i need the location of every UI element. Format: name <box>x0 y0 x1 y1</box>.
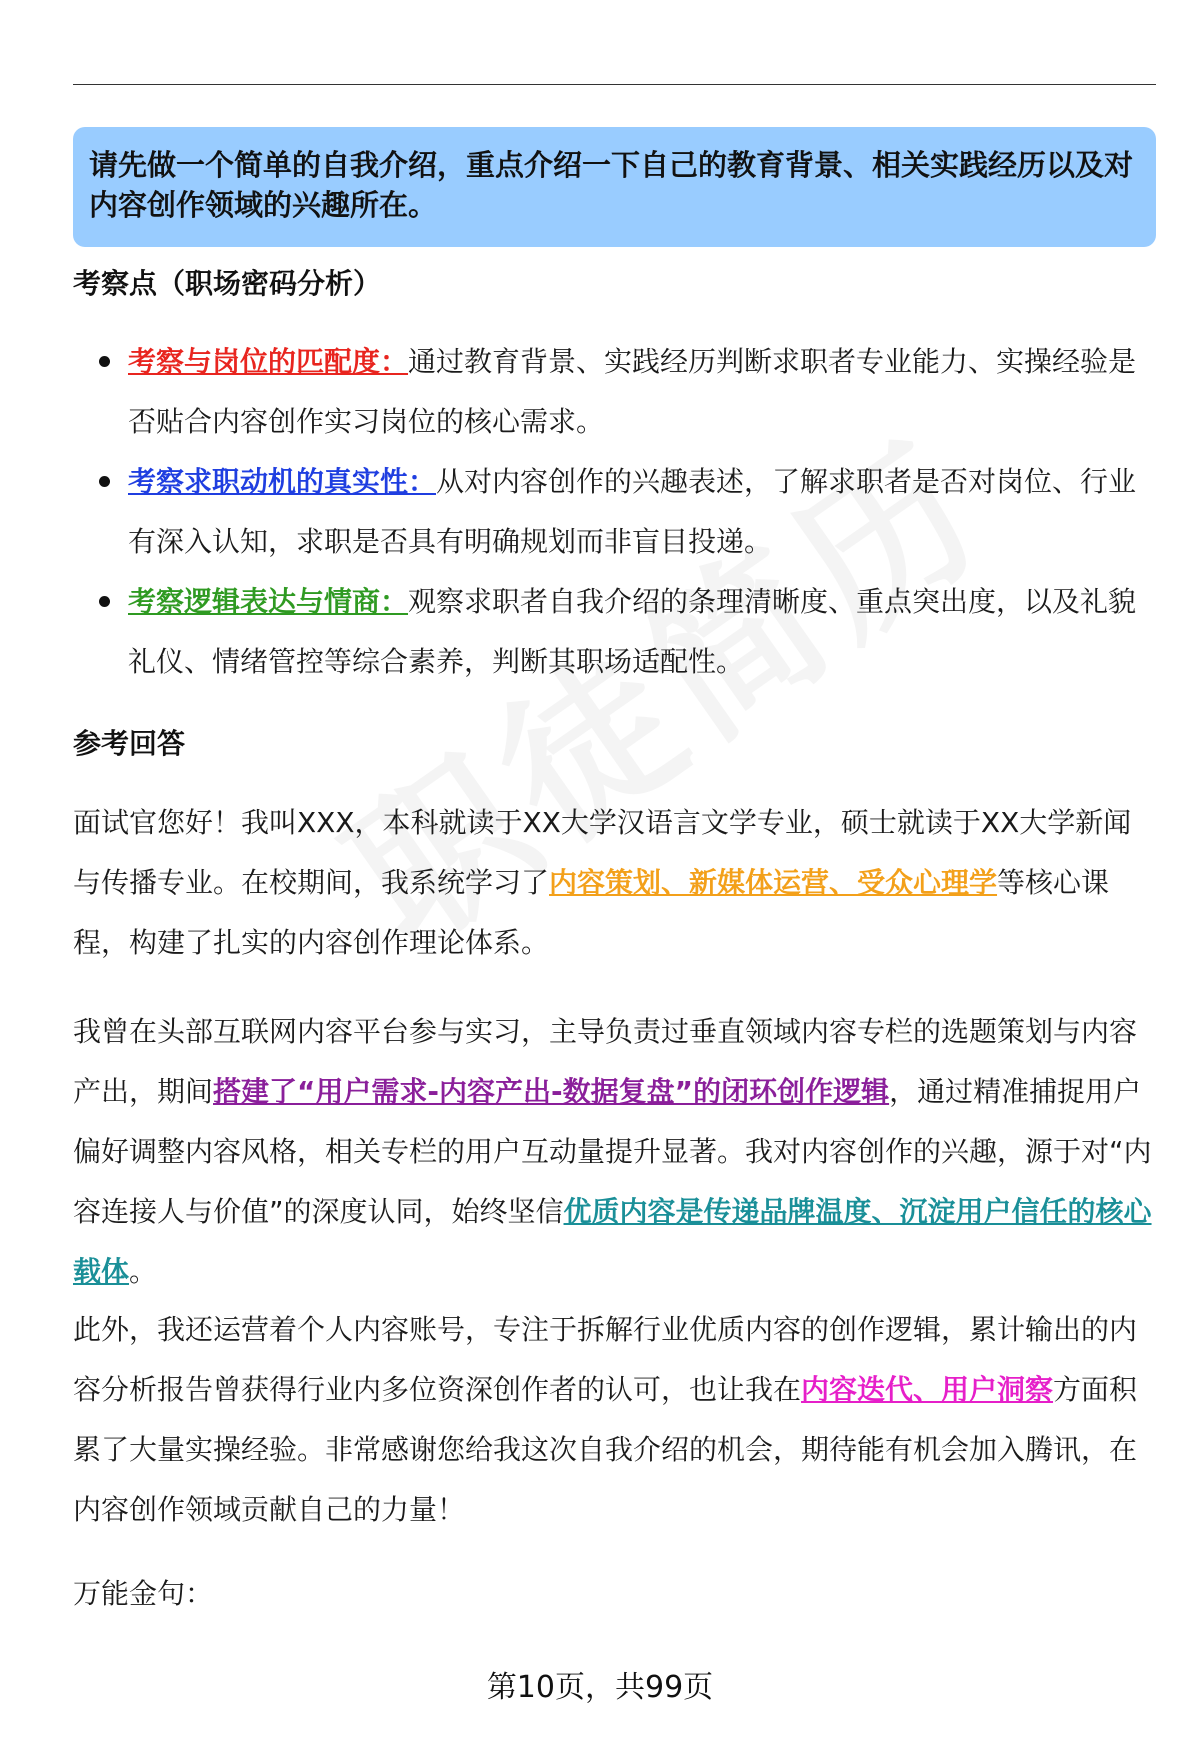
bullet-dot-icon <box>99 476 110 487</box>
point-keyword: 考察与岗位的匹配度： <box>128 345 409 378</box>
list-item <box>73 332 1156 452</box>
paragraph-text: 我曾在头部互联网内容平台参与实习，主导负责过垂直领域内容专栏的选题策划与内容产出，期间 <box>73 1015 1138 1108</box>
highlight-text: 内容迭代、用户洞察 <box>801 1373 1054 1406</box>
highlight-text: 优质内容是传递品牌温度、沉淀用户信任的核心载体 <box>73 1195 1152 1288</box>
highlight-text: 内容策划、新媒体运营、受众心理学 <box>549 866 998 899</box>
paragraph-text: 面试官您好！我叫XXX，本科就读于XX大学汉语言文学专业，硕士就读于XX大学新闻与传播专业。在校期间，我系统学习了 <box>73 806 1132 899</box>
answer-paragraph-3 <box>73 1300 1156 1540</box>
point-text: 观察求职者自我介绍的条理清晰度、重点突出度，以及礼貌礼仪、情绪管控等综合素养，判断其职场适配性。 <box>128 585 1137 678</box>
page-number: 第10页，共99页 <box>486 1670 714 1705</box>
point-text: 通过教育背景、实践经历判断求职者专业能力、实操经验是否贴合内容创作实习岗位的核心需求。 <box>128 345 1137 438</box>
list-item <box>73 452 1156 572</box>
point-keyword: 考察求职动机的真实性： <box>128 465 437 498</box>
bullet-dot-icon <box>99 596 110 607</box>
highlight-text: 搭建了“用户需求-内容产出-数据复盘”的闭环创作逻辑 <box>213 1075 890 1108</box>
list-item <box>73 572 1156 692</box>
point-keyword: 考察逻辑表达与情商： <box>128 585 409 618</box>
paragraph-text: 方面积累了大量实操经验。非常感谢您给我这次自我介绍的机会，期待能有机会加入腾讯，在内容创作领域贡献自己的力量！ <box>73 1373 1138 1526</box>
golden-sentence-label: 万能金句： <box>73 1577 214 1610</box>
points-heading: 考察点（职场密码分析） <box>73 267 382 300</box>
bullet-dot-icon <box>99 356 110 367</box>
answer-heading: 参考回答 <box>73 727 186 760</box>
paragraph-text: 等核心课程，构建了扎实的内容创作理论体系。 <box>73 866 1110 959</box>
answer-paragraph-2 <box>73 1002 1156 1302</box>
question-box <box>73 127 1156 247</box>
answer-paragraph-1 <box>73 793 1156 973</box>
paragraph-text: 此外，我还运营着个人内容账号，专注于拆解行业优质内容的创作逻辑，累计输出的内容分析报告曾获得行业内多位资深创作者的认可，也让我在 <box>73 1313 1138 1406</box>
paragraph-text: ，通过精准捕捉用户偏好调整内容风格，相关专栏的用户互动量提升显著。我对内容创作的兴趣，源于对“内容连接人与价值”的深度认同，始终坚信 <box>73 1075 1152 1228</box>
points-list <box>73 332 1156 692</box>
question-text: 请先做一个简单的自我介绍，重点介绍一下自己的教育背景、相关实践经历以及对内容创作领域的兴趣所在。 <box>89 148 1134 222</box>
point-text: 从对内容创作的兴趣表述，了解求职者是否对岗位、行业有深入认知，求职是否具有明确规划而非盲目投递。 <box>128 465 1137 558</box>
paragraph-text: 。 <box>129 1255 158 1288</box>
header-divider <box>73 84 1156 85</box>
